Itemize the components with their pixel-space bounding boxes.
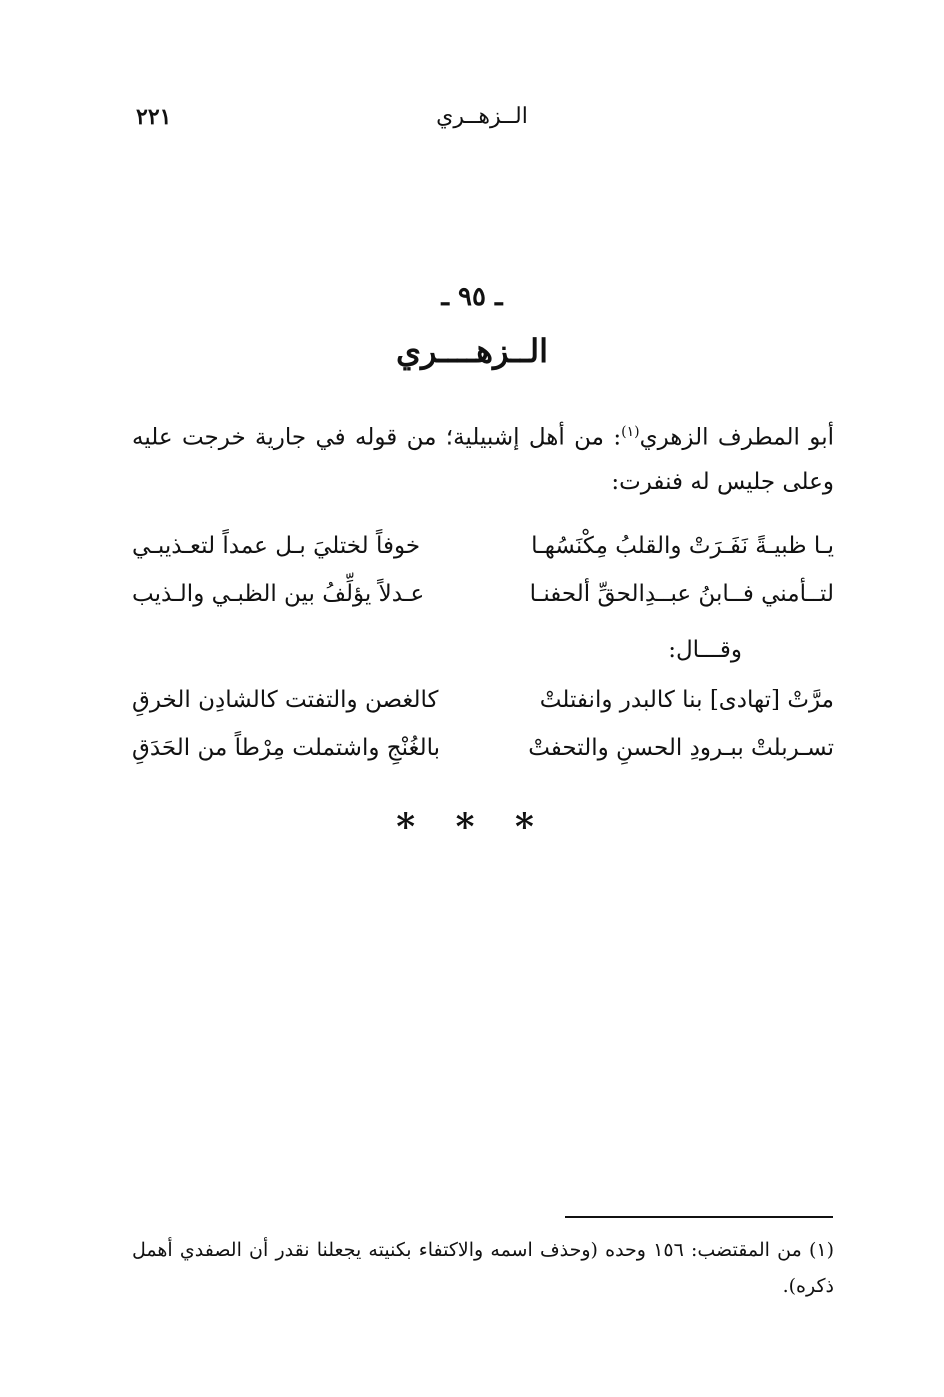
footnote-reference[interactable]: (١) [621,424,640,440]
section-separator: * * * [396,806,548,848]
qala-line: وقـــال: [668,637,742,663]
hemistich-first: لتــأمني فــابنُ عبــدِالحقِّ ألحفنـا [529,581,834,607]
verse [132,570,834,618]
poem-second [132,676,834,772]
hemistich-second: كالغصن والتفتت كالشادِن الخرقِ [132,687,439,713]
intro-text-start: أبو المطرف الزهري [639,424,834,451]
verse [132,522,834,570]
running-title: الــزهــري [436,104,528,129]
entry-number: ـ ٩٥ ـ [441,282,503,312]
hemistich-second: بالغُنْجِ واشتملت مِرْطاً من الحَدَقِ [132,735,441,761]
verse [132,676,834,724]
hemistich-first: مرَّتْ [تهادى] بنا كالبدر وانفتلتْ [539,687,834,713]
intro-text-end: : من أهل إشبيلية؛ من قوله في جارية خرجت عليه وعلى جليس له فنفرت: [132,424,834,495]
hemistich-second: عـدلاً يؤلِّفُ بين الظبـي والـذيب [132,581,425,607]
hemistich-first: تسـربلتْ ببـرودِ الحسنِ والتحفتْ [528,735,834,761]
intro-paragraph [132,410,834,504]
running-head [130,104,834,144]
page-number: ٢٢١ [136,104,172,130]
footnote: (١) من المقتضب: ١٥٦ وحده (وحذف اسمه والاكتفاء بكنيته يجعلنا نقدر أن الصفدي أهمل ذكره). [132,1239,834,1297]
hemistich-first: يـا ظبيـةً نَفَـرَتْ والقلبُ مِكْنَسُهـا [531,533,834,559]
footnote-divider [565,1216,833,1218]
hemistich-second: خوفاً لختليَ بـل عمداً لتعـذيبـي [132,533,421,559]
poem-first [132,522,834,618]
entry-title: الــزهــــري [395,332,549,370]
verse [132,724,834,772]
